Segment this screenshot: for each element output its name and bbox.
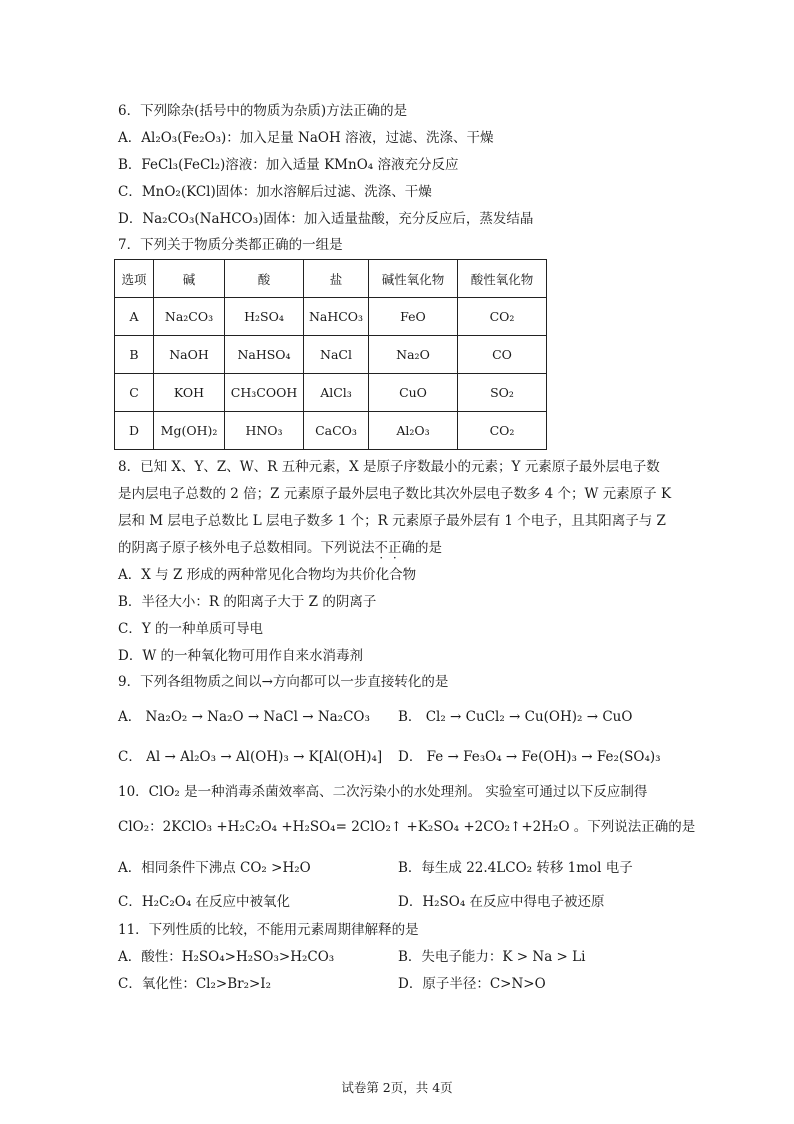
emphasis-dot-char: 不 <box>374 540 388 556</box>
table-cell: KOH <box>154 374 225 412</box>
table-cell: NaOH <box>154 336 225 374</box>
table-cell: SO₂ <box>458 374 547 412</box>
q11-stem: 11．下列性质的比较，不能用元素周期律解释的是 <box>118 922 419 938</box>
q10-stem-line-1: 10．ClO₂ 是一种消毒杀菌效率高、二次污染小的水处理剂。 实验室可通过以下反应制得 <box>118 784 648 800</box>
q9-stem: 9．下列各组物质之间以→方向都可以一步直接转化的是 <box>118 674 449 690</box>
q8-option-a: A．X 与 Z 形成的两种常见化合物均为共价化合物 <box>118 567 417 583</box>
q9-option-b: B． Cl₂ → CuCl₂ → Cu(OH)₂ → CuO <box>398 709 633 725</box>
q7-stem: 7．下列关于物质分类都正确的一组是 <box>118 237 343 253</box>
q9-option-c: C． Al → Al₂O₃ → Al(OH)₃ → K[Al(OH)₄] <box>118 749 383 765</box>
table-cell: Na₂O <box>369 336 458 374</box>
page-footer: 试卷第 2页，共 4页 <box>341 1080 453 1095</box>
q10-option-b: B．每生成 22.4LCO₂ 转移 1mol 电子 <box>398 860 633 876</box>
q8-stem-line-3: 层和 M 层电子总数比 L 层电子数多 1 个；R 元素原子最外层有 1 个电子，且其阳离子与 Z <box>118 513 666 529</box>
emphasis-dot-char: 正 <box>388 540 402 556</box>
table-cell: CH₃COOH <box>225 374 304 412</box>
q8-option-d: D．W 的一种氧化物可用作自来水消毒剂 <box>118 648 363 664</box>
q8-stem-text: 的阴离子原子核外电子总数相同。下列说法 <box>118 540 375 556</box>
q11-option-a: A．酸性：H₂SO₄>H₂SO₃>H₂CO₃ <box>118 949 335 965</box>
table-cell: Mg(OH)₂ <box>154 412 225 450</box>
table-cell: CuO <box>369 374 458 412</box>
table-row <box>115 374 547 412</box>
q8-stem-line-2: 是内层电子总数的 2 倍；Z 元素原子最外层电子数比其次外层电子数多 4 个；W 元素原子 K <box>118 486 672 502</box>
table-cell: A <box>115 298 154 336</box>
q11-option-c: C．氧化性：Cl₂>Br₂>I₂ <box>118 976 272 992</box>
q9-option-a: A． Na₂O₂ → Na₂O → NaCl → Na₂CO₃ <box>118 709 370 725</box>
table-header-cell: 碱 <box>154 260 225 298</box>
table-cell: H₂SO₄ <box>225 298 304 336</box>
table-row <box>115 298 547 336</box>
q10-option-d: D．H₂SO₄ 在反应中得电子被还原 <box>398 894 605 910</box>
table-header-cell: 选项 <box>115 260 154 298</box>
q8-stem-line-1: 8．已知 X、Y、Z、W、R 五种元素，X 是原子序数最小的元素；Y 元素原子最外层电子数 <box>118 459 660 475</box>
table-row <box>115 412 547 450</box>
q9-option-d: D． Fe → Fe₃O₄ → Fe(OH)₃ → Fe₂(SO₄)₃ <box>398 749 661 765</box>
q10-stem-line-2: ClO₂：2KClO₃ +H₂C₂O₄ +H₂SO₄= 2ClO₂↑ +K₂SO₄ +2CO₂↑+2H₂O 。下列说法正确的是 <box>118 819 696 835</box>
q6-option-b: B．FeCl₃(FeCl₂)溶液：加入适量 KMnO₄ 溶液充分反应 <box>118 157 459 173</box>
table-cell: CO₂ <box>458 298 547 336</box>
q8-option-b: B．半径大小：R 的阳离子大于 Z 的阴离子 <box>118 594 377 610</box>
table-cell: B <box>115 336 154 374</box>
table-cell: HNO₃ <box>225 412 304 450</box>
table-cell: NaCl <box>304 336 369 374</box>
q10-option-a: A．相同条件下沸点 CO₂ >H₂O <box>118 860 311 876</box>
table-cell: CO₂ <box>458 412 547 450</box>
q6-option-a: A．Al₂O₃(Fe₂O₃)：加入足量 NaOH 溶液，过滤、洗涤、干燥 <box>118 130 494 146</box>
table-cell: Al₂O₃ <box>369 412 458 450</box>
q8-stem-line-4 <box>118 539 442 557</box>
table-header-row <box>115 260 547 298</box>
table-cell: C <box>115 374 154 412</box>
q10-option-c: C．H₂C₂O₄ 在反应中被氧化 <box>118 894 291 910</box>
q6-option-c: C．MnO₂(KCl)固体：加水溶解后过滤、洗涤、干燥 <box>118 184 432 200</box>
q6-stem: 6．下列除杂(括号中的物质为杂质)方法正确的是 <box>118 103 408 119</box>
classification-table <box>114 259 547 450</box>
q11-option-b: B．失电子能力：K > Na > Li <box>398 949 586 965</box>
q8-option-c: C．Y 的一种单质可导电 <box>118 621 264 637</box>
table-header-cell: 盐 <box>304 260 369 298</box>
table-cell: AlCl₃ <box>304 374 369 412</box>
table-cell: CaCO₃ <box>304 412 369 450</box>
table-cell: FeO <box>369 298 458 336</box>
table-header-cell: 酸性氧化物 <box>458 260 547 298</box>
q11-option-d: D．原子半径：C>N>O <box>398 976 546 992</box>
table-cell: NaHSO₄ <box>225 336 304 374</box>
table-header-cell: 碱性氧化物 <box>369 260 458 298</box>
q8-stem-text: 确的是 <box>401 540 442 556</box>
table-cell: CO <box>458 336 547 374</box>
q6-option-d: D．Na₂CO₃(NaHCO₃)固体：加入适量盐酸，充分反应后，蒸发结晶 <box>118 211 534 227</box>
table-row <box>115 336 547 374</box>
table-cell: D <box>115 412 154 450</box>
table-cell: Na₂CO₃ <box>154 298 225 336</box>
table-header-cell: 酸 <box>225 260 304 298</box>
table-cell: NaHCO₃ <box>304 298 369 336</box>
